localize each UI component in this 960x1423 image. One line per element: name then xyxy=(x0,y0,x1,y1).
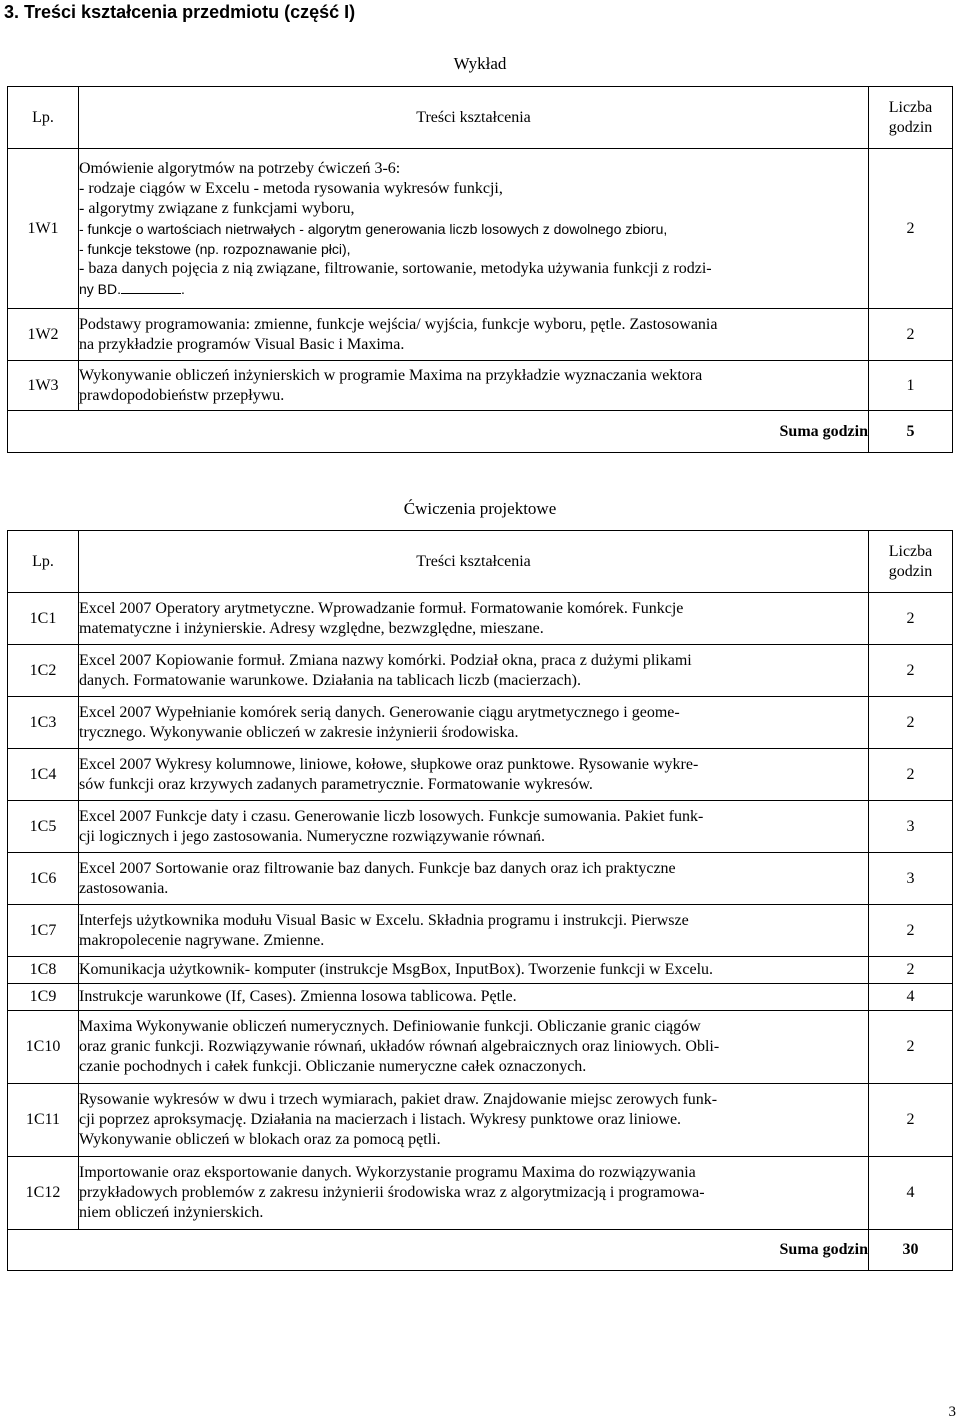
row-hours: 2 xyxy=(869,645,953,697)
table-row xyxy=(8,309,953,361)
content-line: Rysowanie wykresów w dwu i trzech wymiarach, pakiet draw. Znajdowanie miejsc zerowych funk- xyxy=(79,1091,718,1108)
row-content xyxy=(79,309,869,361)
content-line: Podstawy programowania: zmienne, funkcje wejścia/ wyjścia, funkcje wyboru, pętle. Zastosowania xyxy=(79,315,718,333)
content-line: cji poprzez aproksymację. Działania na macierzach i listach. Wykresy punktowe oraz liniowe. xyxy=(79,1111,682,1128)
row-content xyxy=(79,749,869,801)
blank-field-line xyxy=(121,279,181,294)
content-line: zastosowania. xyxy=(79,879,169,897)
content-line: - algorytmy związane z funkcjami wyboru, xyxy=(79,199,355,217)
table-row xyxy=(8,984,953,1011)
lecture-title: Wykład xyxy=(453,54,507,73)
content-text: ny BD. xyxy=(79,280,122,297)
row-content xyxy=(79,1011,869,1084)
sum-row xyxy=(8,411,953,453)
row-hours: 2 xyxy=(869,957,953,984)
row-lp: 1C4 xyxy=(8,749,79,801)
content-line: makropolecenie nagrywane. Zmienne. xyxy=(79,931,325,949)
row-content xyxy=(79,1084,869,1157)
row-content xyxy=(79,149,869,309)
table-row xyxy=(8,697,953,749)
sum-value: 30 xyxy=(869,1230,953,1271)
section-heading: 3. Treści kształcenia przedmiotu (część I) xyxy=(4,2,356,22)
content-line: na przykładzie programów Visual Basic i Maxima. xyxy=(79,335,405,353)
project-header-row xyxy=(8,531,953,593)
header-content: Treści kształcenia xyxy=(79,87,869,149)
sum-value: 5 xyxy=(869,411,953,453)
table-row xyxy=(8,593,953,645)
header-hours: Liczba godzin xyxy=(869,87,953,149)
content-line: - funkcje o wartościach nietrwałych - algorytm generowania liczb losowych z dowolnego zbioru, xyxy=(79,220,668,237)
row-lp: 1C7 xyxy=(8,905,79,957)
content-line: danych. Formatowanie warunkowe. Działania na tablicach liczb (macierzach). xyxy=(79,671,581,689)
table-row xyxy=(8,149,953,309)
header-content: Treści kształcenia xyxy=(79,531,869,593)
table-row xyxy=(8,1084,953,1157)
content-line: trycznego. Wykonywanie obliczeń w zakresie inżynierii środowiska. xyxy=(79,723,519,741)
sum-label: Suma godzin xyxy=(8,411,869,453)
row-hours: 1 xyxy=(869,361,953,411)
content-line: - rodzaje ciągów w Excelu - metoda rysowania wykresów funkcji, xyxy=(79,179,503,197)
content-line: matematyczne i inżynierskie. Adresy względne, bezwzględne, mieszane. xyxy=(79,619,544,637)
content-line: oraz granic funkcji. Rozwiązywanie równań, układów równań algebraicznych oraz liniowych. Obli- xyxy=(79,1038,720,1055)
row-content xyxy=(79,853,869,905)
row-content xyxy=(79,801,869,853)
content-line: prawdopodobieństw przepływu. xyxy=(79,386,285,404)
content-line: Omówienie algorytmów na potrzeby ćwiczeń 3-6: xyxy=(79,159,401,177)
project-title: Ćwiczenia projektowe xyxy=(403,499,557,518)
row-lp: 1C3 xyxy=(8,697,79,749)
table-row xyxy=(8,801,953,853)
content-line: Wykonywanie obliczeń inżynierskich w programie Maxima na przykładzie wyznaczania wektora xyxy=(79,366,703,384)
row-hours: 2 xyxy=(869,593,953,645)
row-hours: 2 xyxy=(869,149,953,309)
row-lp: 1C10 xyxy=(8,1011,79,1084)
row-content xyxy=(79,1157,869,1230)
row-lp: 1C9 xyxy=(8,984,79,1011)
table-row xyxy=(8,645,953,697)
content-line: Excel 2007 Wykresy kolumnowe, liniowe, kołowe, słupkowe oraz punktowe. Rysowanie wykre- xyxy=(79,755,699,773)
row-content xyxy=(79,697,869,749)
row-content xyxy=(79,593,869,645)
content-line: sów funkcji oraz krzywych zadanych parametrycznie. Formatowanie wykresów. xyxy=(79,775,593,793)
content-line: - funkcje tekstowe (np. rozpoznawanie płci), xyxy=(79,240,351,257)
content-line: Excel 2007 Funkcje daty i czasu. Generowanie liczb losowych. Funkcje sumowania. Pakiet funk- xyxy=(79,807,704,825)
row-hours: 2 xyxy=(869,749,953,801)
content-line: cji logicznych i jego zastosowania. Numeryczne rozwiązywanie równań. xyxy=(79,827,546,845)
row-content xyxy=(79,957,869,984)
row-content xyxy=(79,645,869,697)
content-line: Instrukcje warunkowe (If, Cases). Zmienna losowa tablicowa. Pętle. xyxy=(79,988,517,1005)
row-lp: 1C5 xyxy=(8,801,79,853)
content-line: Excel 2007 Sortowanie oraz filtrowanie baz danych. Funkcje baz danych oraz ich praktyczne xyxy=(79,859,676,877)
table-row xyxy=(8,361,953,411)
table-row xyxy=(8,1157,953,1230)
row-lp: 1C12 xyxy=(8,1157,79,1230)
row-lp: 1C8 xyxy=(8,957,79,984)
header-lp: Lp. xyxy=(8,87,79,149)
page-number: 3 xyxy=(948,1404,956,1420)
row-hours: 2 xyxy=(869,309,953,361)
header-hours: Liczba godzin xyxy=(869,531,953,593)
row-hours: 4 xyxy=(869,1157,953,1230)
row-lp: 1W2 xyxy=(8,309,79,361)
row-lp: 1C1 xyxy=(8,593,79,645)
row-content xyxy=(79,905,869,957)
row-hours: 2 xyxy=(869,1084,953,1157)
content-line: - baza danych pojęcia z nią związane, filtrowanie, sortowanie, metodyka używania funkcji z rodzi- xyxy=(79,259,712,277)
row-hours: 3 xyxy=(869,801,953,853)
row-lp: 1W1 xyxy=(8,149,79,309)
content-line: niem obliczeń inżynierskich. xyxy=(79,1204,264,1221)
row-hours: 2 xyxy=(869,1011,953,1084)
content-line: czanie pochodnych i całek funkcji. Obliczanie numeryczne całek oznaczonych. xyxy=(79,1058,587,1075)
project-table xyxy=(7,530,953,1271)
content-line: Excel 2007 Kopiowanie formuł. Zmiana nazwy komórki. Podział okna, praca z dużymi plikami xyxy=(79,651,692,669)
lecture-header-row xyxy=(8,87,953,149)
content-line: Excel 2007 Operatory arytmetyczne. Wprowadzanie formuł. Formatowanie komórek. Funkcje xyxy=(79,599,684,617)
content-line: Importowanie oraz eksportowanie danych. Wykorzystanie programu Maxima do rozwiązywania xyxy=(79,1164,696,1181)
content-line: Excel 2007 Wypełnianie komórek serią danych. Generowanie ciągu arytmetycznego i geome- xyxy=(79,703,680,721)
content-line: ny BD. . xyxy=(79,280,185,297)
content-line: przykładowych problemów z zakresu inżynierii środowiska wraz z algorytmizacją i programowa- xyxy=(79,1184,705,1201)
sum-label: Suma godzin xyxy=(8,1230,869,1271)
content-line: Komunikacja użytkownik- komputer (instrukcje MsgBox, InputBox). Tworzenie funkcji w Excelu. xyxy=(79,961,714,978)
table-row xyxy=(8,905,953,957)
row-lp: 1W3 xyxy=(8,361,79,411)
row-content xyxy=(79,361,869,411)
row-hours: 2 xyxy=(869,697,953,749)
table-row xyxy=(8,957,953,984)
row-lp: 1C2 xyxy=(8,645,79,697)
table-row xyxy=(8,1011,953,1084)
row-hours: 3 xyxy=(869,853,953,905)
header-lp: Lp. xyxy=(8,531,79,593)
row-lp: 1C6 xyxy=(8,853,79,905)
row-lp: 1C11 xyxy=(8,1084,79,1157)
row-hours: 4 xyxy=(869,984,953,1011)
content-line: Interfejs użytkownika modułu Visual Basic w Excelu. Składnia programu i instrukcji. Pierwsze xyxy=(79,911,689,929)
table-row xyxy=(8,853,953,905)
row-content xyxy=(79,984,869,1011)
row-hours: 2 xyxy=(869,905,953,957)
lecture-table xyxy=(7,86,953,453)
content-line: Wykonywanie obliczeń w blokach oraz za pomocą pętli. xyxy=(79,1131,441,1148)
table-row xyxy=(8,749,953,801)
content-line: Maxima Wykonywanie obliczeń numerycznych. Definiowanie funkcji. Obliczanie granic ciągów xyxy=(79,1018,701,1035)
sum-row xyxy=(8,1230,953,1271)
